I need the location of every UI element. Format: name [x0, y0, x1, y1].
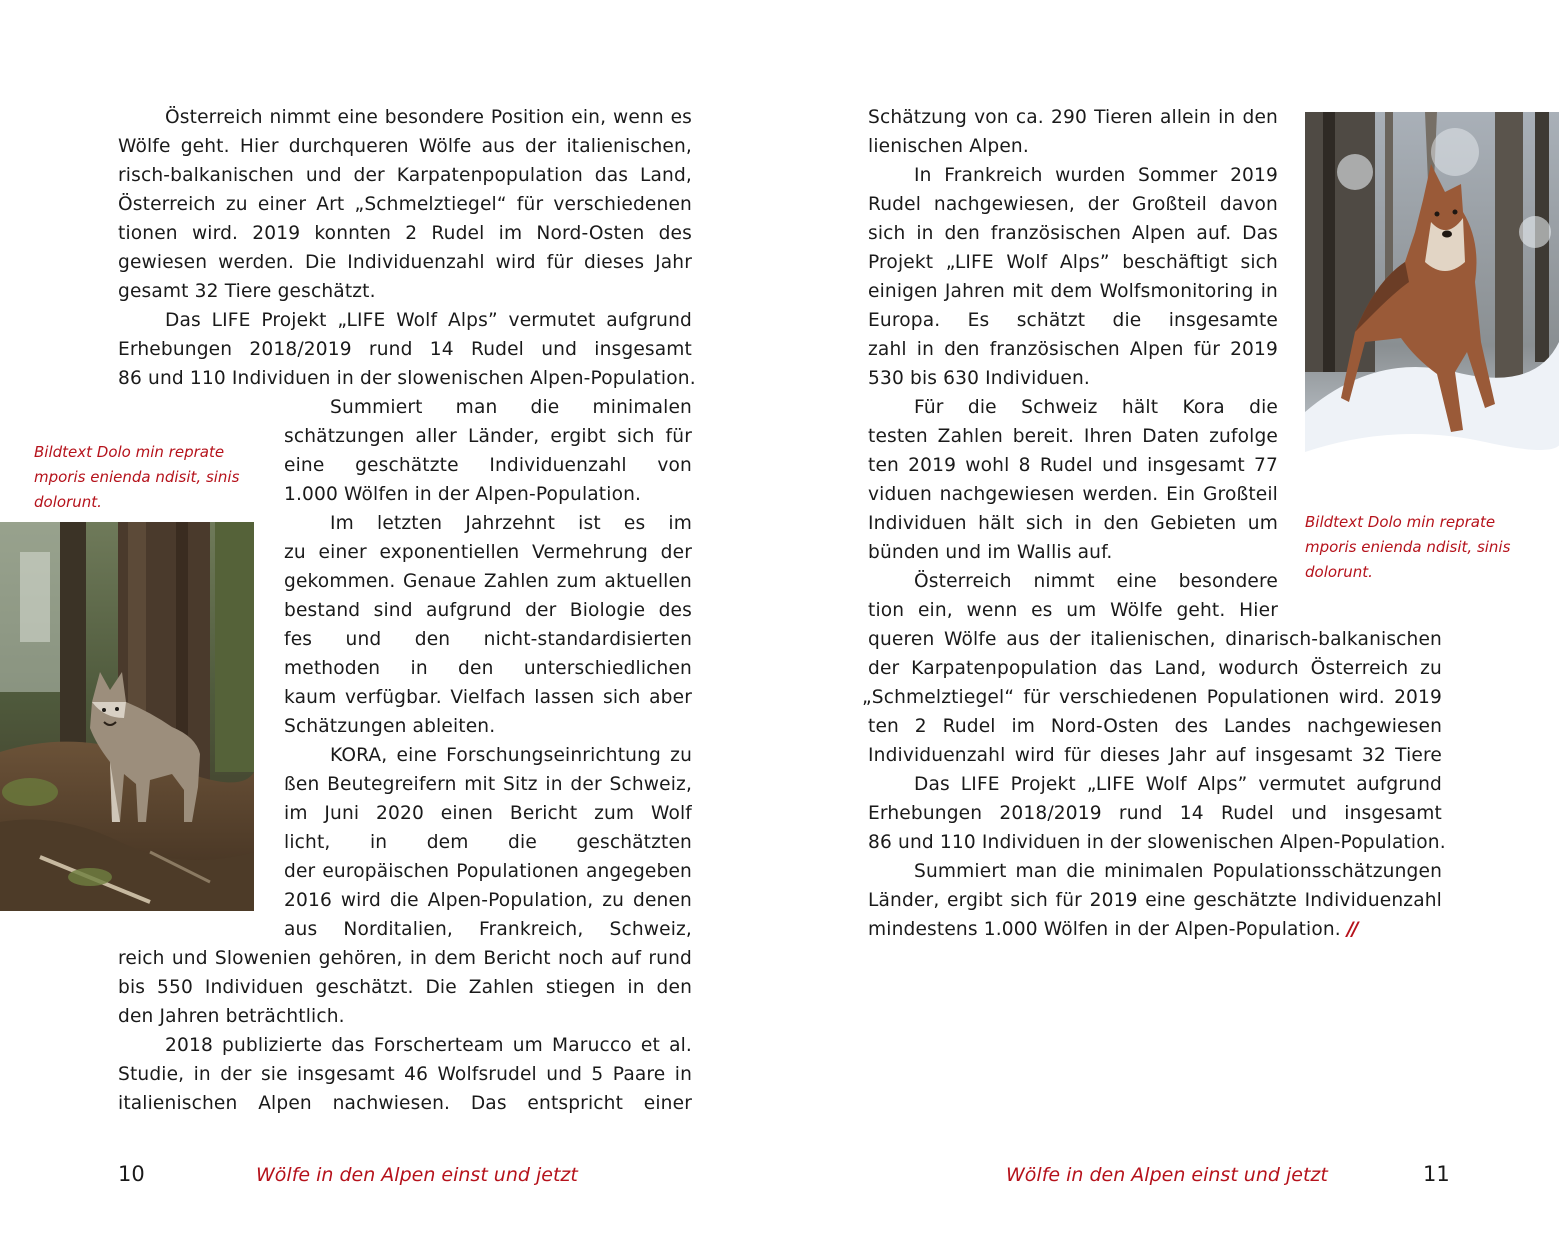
left-text-line: 2016 wird die Alpen-Population, zu denen [284, 890, 692, 911]
article-end-mark: // [1346, 919, 1357, 940]
left-text-line: Schätzungen ableiten. [284, 716, 496, 737]
caption-line: dolorunt. [1305, 563, 1373, 581]
left-image-caption [34, 440, 239, 515]
left-text-line: risch-balkanischen und der Karpatenpopulation das Land, [118, 165, 692, 186]
right-text-line: tion ein, wenn es um Wölfe geht. Hier [868, 600, 1278, 621]
caption-line: mporis enienda ndisit, sinis [34, 468, 240, 486]
left-text-line: Wölfe geht. Hier durchqueren Wölfe aus der italienischen, [118, 136, 692, 157]
right-text-line: Länder, ergibt sich für 2019 eine geschätzte Individuenzahl [868, 890, 1442, 911]
right-text-line: testen Zahlen bereit. Ihren Daten zufolge [868, 426, 1278, 447]
left-text-line: der europäischen Populationen angegeben [284, 861, 692, 882]
right-text-line [868, 915, 1357, 944]
caption-line: Bildtext Dolo min reprate [1305, 513, 1496, 531]
left-text-line: Das LIFE Projekt „LIFE Wolf Alps” vermutet aufgrund [165, 310, 692, 331]
right-text-line: ten 2019 wohl 8 Rudel und insgesamt 77 [868, 455, 1278, 476]
left-text-line: bis 550 Individuen geschätzt. Die Zahlen stiegen in den [118, 977, 692, 998]
right-text-line: sich in den französischen Alpen auf. Das [868, 223, 1278, 244]
left-text-line: gesamt 32 Tiere geschätzt. [118, 281, 376, 302]
left-text-line: reich und Slowenien gehören, in dem Bericht noch auf rund [118, 948, 692, 969]
caption-line: Bildtext Dolo min reprate [34, 443, 225, 461]
right-text-line: Individuen hält sich in den Gebieten um [868, 513, 1278, 534]
left-text-line: gewiesen werden. Die Individuenzahl wird für dieses Jahr [118, 252, 692, 273]
right-text-line: ten 2 Rudel im Nord-Osten des Landes nachgewiesen [868, 716, 1442, 737]
left-text-line: italienischen Alpen nachwiesen. Das entspricht einer [118, 1093, 692, 1114]
left-text-line: tionen wird. 2019 konnten 2 Rudel im Nord-Osten des [118, 223, 692, 244]
right-text-line: der Karpatenpopulation das Land, wodurch Österreich zu [868, 658, 1442, 679]
caption-line: dolorunt. [34, 493, 102, 511]
left-text-line: Studie, in der sie insgesamt 46 Wolfsrudel und 5 Paare in [118, 1064, 692, 1085]
left-text-line: aus Norditalien, Frankreich, Schweiz, [284, 919, 692, 940]
right-text-line: Erhebungen 2018/2019 rund 14 Rudel und insgesamt [868, 803, 1442, 824]
left-running-title: Wölfe in den Alpen einst und jetzt [256, 1164, 578, 1186]
left-text-line: den Jahren beträchtlich. [118, 1006, 345, 1027]
left-text-line: KORA, eine Forschungseinrichtung zu [330, 745, 692, 766]
left-text-line: 86 und 110 Individuen in der slowenischen Alpen-Population. [118, 368, 696, 389]
right-text-line: Rudel nachgewiesen, der Großteil davon [868, 194, 1278, 215]
left-text-line: bestand sind aufgrund der Biologie des [284, 600, 692, 621]
left-text-line: 2018 publizierte das Forscherteam um Marucco et al. [165, 1035, 692, 1056]
right-text-line: 530 bis 630 Individuen. [868, 368, 1090, 389]
wolf-in-snow-image [1305, 112, 1559, 502]
right-text-line: lienischen Alpen. [868, 136, 1029, 157]
left-text-line: ßen Beutegreifern mit Sitz in der Schweiz, [284, 774, 692, 795]
left-text-line: Summiert man die minimalen [330, 397, 692, 418]
right-text-line: Für die Schweiz hält Kora die [914, 397, 1278, 418]
left-text-line: methoden in den unterschiedlichen [284, 658, 692, 679]
right-text-line: 86 und 110 Individuen in der slowenischen Alpen-Population. [868, 832, 1446, 853]
right-text-line: Individuenzahl wird für dieses Jahr auf insgesamt 32 Tiere [868, 745, 1442, 766]
left-text-line: zu einer exponentiellen Vermehrung der [284, 542, 692, 563]
right-page-number: 11 [1423, 1162, 1450, 1186]
right-text-line: einigen Jahren mit dem Wolfsmonitoring in [868, 281, 1278, 302]
left-text-line: gekommen. Genaue Zahlen zum aktuellen [284, 571, 692, 592]
left-text-line: eine geschätzte Individuenzahl von [284, 455, 692, 476]
wolf-in-forest-image [0, 522, 254, 911]
left-page-number: 10 [118, 1162, 145, 1186]
right-image-caption [1305, 510, 1510, 585]
right-text-line: Summiert man die minimalen Populationsschätzungen [914, 861, 1442, 882]
left-text-line: 1.000 Wölfen in der Alpen-Population. [284, 484, 642, 505]
right-text-line: „Schmelztiegel“ für verschiedenen Populationen wird. 2019 [862, 687, 1442, 708]
left-text-line: im Juni 2020 einen Bericht zum Wolf [284, 803, 692, 824]
right-text-line: Das LIFE Projekt „LIFE Wolf Alps” vermutet aufgrund [914, 774, 1442, 795]
right-text-line: Schätzung von ca. 290 Tieren allein in den [868, 107, 1278, 128]
left-text-line: licht, in dem die geschätzten [284, 832, 692, 853]
right-text-line: bünden und im Wallis auf. [868, 542, 1113, 563]
left-text-line: kaum verfügbar. Vielfach lassen sich aber [284, 687, 692, 708]
right-running-title: Wölfe in den Alpen einst und jetzt [1006, 1164, 1328, 1186]
right-text-line: Europa. Es schätzt die insgesamte [868, 310, 1278, 331]
left-text-line: Österreich nimmt eine besondere Position ein, wenn es [165, 107, 692, 128]
right-text-line: zahl in den französischen Alpen für 2019 [868, 339, 1278, 360]
right-text-line: viduen nachgewiesen werden. Ein Großteil [868, 484, 1278, 505]
right-text-line: Österreich nimmt eine besondere [914, 571, 1278, 592]
caption-line: mporis enienda ndisit, sinis [1305, 538, 1511, 556]
right-text-line-content: mindestens 1.000 Wölfen in der Alpen-Population. [868, 919, 1341, 940]
right-text-line: Projekt „LIFE Wolf Alps” beschäftigt sich [868, 252, 1278, 273]
left-text-line: fes und den nicht-standardisierten [284, 629, 692, 650]
left-text-line: Im letzten Jahrzehnt ist es im [330, 513, 692, 534]
right-text-line: In Frankreich wurden Sommer 2019 [914, 165, 1278, 186]
left-text-line: Österreich zu einer Art „Schmelztiegel“ für verschiedenen [118, 194, 692, 215]
right-text-line: queren Wölfe aus der italienischen, dinarisch-balkanischen [868, 629, 1442, 650]
left-text-line: schätzungen aller Länder, ergibt sich für [284, 426, 692, 447]
left-text-line: Erhebungen 2018/2019 rund 14 Rudel und insgesamt [118, 339, 692, 360]
